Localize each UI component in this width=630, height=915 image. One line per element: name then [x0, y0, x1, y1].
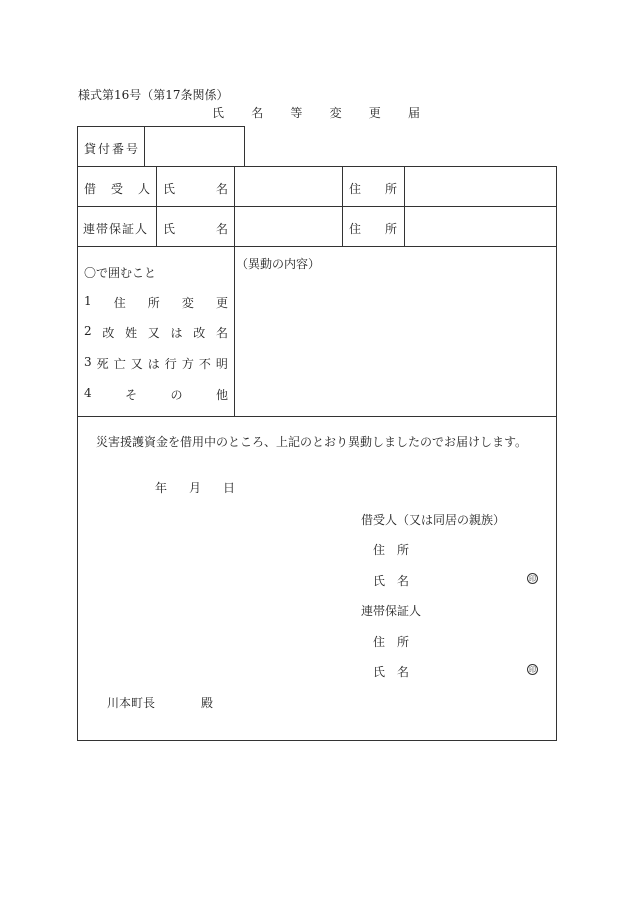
guarantor-signature-heading: 連帯保証人	[361, 604, 422, 618]
borrower-role-label	[84, 180, 150, 197]
option-char: 方	[181, 357, 194, 371]
title-char: 名	[251, 106, 264, 120]
label-char: 貸	[84, 142, 97, 156]
borrower-address-label	[349, 180, 397, 197]
date-month: 月	[188, 481, 201, 495]
option-char: 変	[181, 296, 194, 310]
option-number: 3	[84, 355, 92, 369]
loan-number-divider	[144, 126, 145, 167]
option-char: 他	[215, 388, 228, 402]
label-char: 号	[125, 142, 138, 156]
option-surname-change[interactable]	[84, 324, 228, 341]
label-char: 番	[111, 142, 124, 156]
label-char: 名	[396, 665, 409, 679]
seal-mark-icon: 印	[529, 666, 536, 674]
guarantor-name-label	[163, 220, 228, 237]
title-char: 更	[368, 106, 381, 120]
date-line	[155, 479, 235, 496]
guarantor-address-label	[349, 220, 397, 237]
option-number: 4	[84, 386, 92, 400]
guarantor-signature-address-label	[373, 633, 409, 650]
option-char: 不	[198, 357, 211, 371]
title-char: 届	[407, 106, 420, 120]
option-char: 死	[96, 357, 109, 371]
label-char: 住	[349, 222, 362, 236]
borrower-address-input[interactable]	[406, 168, 555, 204]
loan-number-input[interactable]	[146, 128, 243, 165]
col-divider	[156, 166, 157, 246]
row-divider	[77, 416, 557, 417]
seal-mark-icon: 印	[529, 575, 536, 583]
option-other[interactable]	[84, 386, 228, 403]
option-char: 名	[215, 326, 228, 340]
borrower-name-input[interactable]	[236, 168, 340, 204]
label-char: 所	[396, 543, 409, 557]
label-char: 借	[84, 182, 97, 196]
title-char: 等	[290, 106, 303, 120]
label-char: 氏	[163, 182, 176, 196]
option-char: は	[147, 357, 160, 371]
label-char: 氏	[373, 665, 386, 679]
option-char: 所	[147, 296, 160, 310]
label-char: 氏	[163, 222, 176, 236]
option-char: そ	[125, 388, 138, 402]
label-char: 住	[349, 182, 362, 196]
option-char: 改	[193, 326, 206, 340]
change-details-label: （異動の内容）	[236, 257, 321, 271]
option-char: 亡	[113, 357, 126, 371]
col-divider	[234, 166, 235, 416]
date-day: 日	[222, 481, 235, 495]
row-divider	[77, 206, 557, 207]
label-char: 人	[137, 182, 150, 196]
borrower-signature-heading: 借受人（又は同居の親族）	[361, 513, 506, 527]
recipient-name: 川本町長	[107, 696, 156, 710]
title-char: 変	[329, 106, 342, 120]
change-details-input[interactable]	[238, 274, 554, 412]
label-char: 名	[215, 222, 228, 236]
label-char: 名	[215, 182, 228, 196]
label-char: 住	[373, 543, 386, 557]
row-divider	[77, 246, 557, 247]
page-title	[212, 104, 420, 121]
option-char: 又	[147, 326, 160, 340]
borrower-signature-name-label	[373, 572, 409, 589]
label-char: 住	[373, 635, 386, 649]
borrower-name-label	[163, 180, 228, 197]
form-number: 様式第16号（第17条関係）	[78, 88, 229, 102]
date-year: 年	[155, 481, 168, 495]
options-instruction: 〇で囲むこと	[84, 266, 157, 280]
col-divider	[404, 166, 405, 246]
guarantor-name-input[interactable]	[236, 208, 340, 244]
option-char: は	[170, 326, 183, 340]
option-char: 改	[102, 326, 115, 340]
option-char: 住	[113, 296, 126, 310]
option-death-missing[interactable]	[84, 355, 228, 372]
option-char: 又	[130, 357, 143, 371]
option-char: 更	[215, 296, 228, 310]
option-address-change[interactable]	[84, 294, 228, 311]
option-char: 姓	[125, 326, 138, 340]
option-number: 2	[84, 324, 92, 338]
main-table	[77, 166, 557, 741]
label-char: 名	[396, 574, 409, 588]
option-char: の	[170, 388, 183, 402]
guarantor-role-label: 連帯保証人	[83, 222, 149, 236]
loan-number-label	[84, 140, 138, 157]
label-char: 氏	[373, 574, 386, 588]
label-char: 所	[384, 182, 397, 196]
guarantor-address-input[interactable]	[406, 208, 555, 244]
label-char: 付	[97, 142, 110, 156]
option-number: 1	[84, 294, 92, 308]
guarantor-signature-name-label	[373, 663, 409, 680]
label-char: 所	[396, 635, 409, 649]
label-char: 受	[110, 182, 123, 196]
option-char: 行	[164, 357, 177, 371]
title-char: 氏	[212, 106, 225, 120]
label-char: 所	[384, 222, 397, 236]
borrower-signature-address-label	[373, 541, 409, 558]
recipient-honorific: 殿	[201, 696, 214, 710]
option-char: 明	[215, 357, 228, 371]
declaration-statement: 災害援護資金を借用中のところ、上記のとおり異動しましたのでお届けします。	[96, 435, 528, 449]
col-divider	[342, 166, 343, 246]
